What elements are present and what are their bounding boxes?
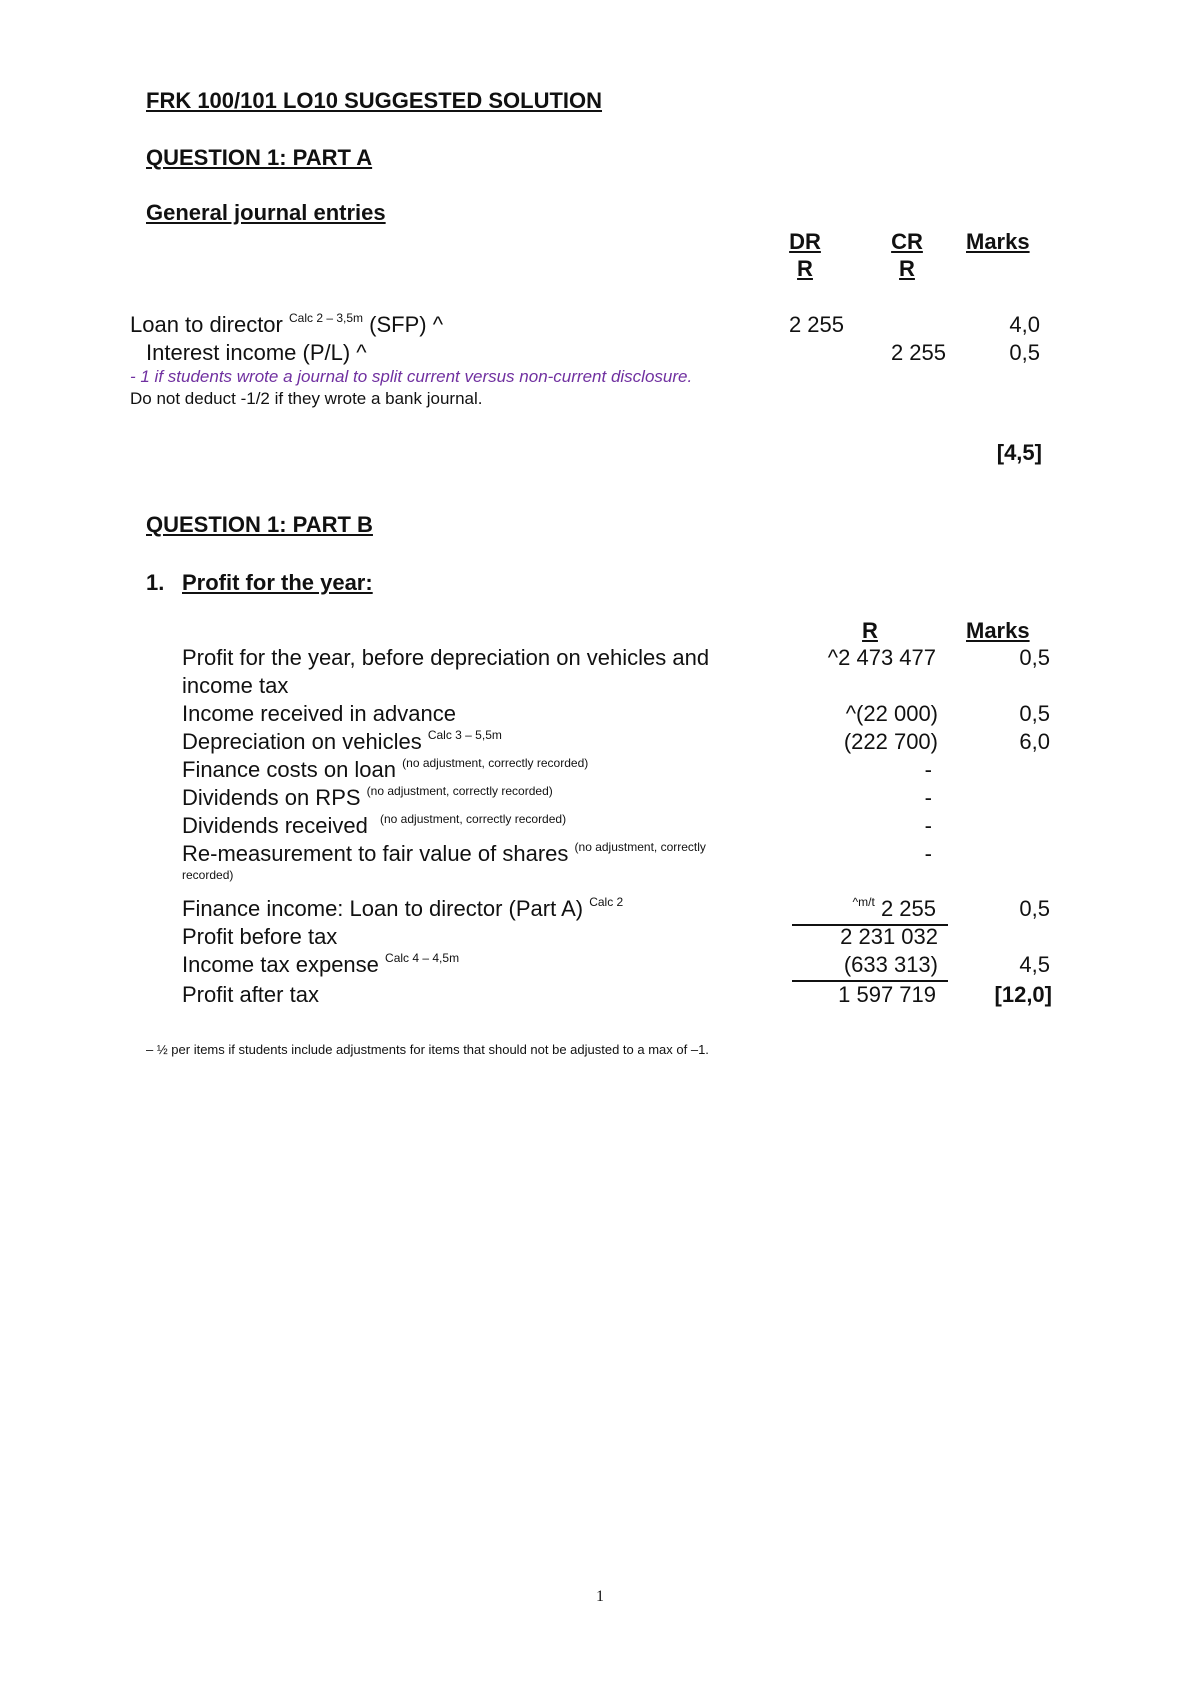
marking-note: Do not deduct -1/2 if they wrote a bank journal. [130,389,483,408]
entry-dr-amount: 2 255 [788,312,844,337]
r-header: R [862,618,878,643]
entry-suffix: (SFP) ^ [369,312,444,337]
profit-row-marks: 0,5 [1019,645,1050,670]
row-note: (no adjustment, correctly recorded) [402,756,589,770]
profit-row-amount: ^2 473 477 [827,645,936,670]
part-a-heading: QUESTION 1: PART A [146,145,373,170]
profit-row-amount: - [924,813,932,838]
profit-row-label-cont: income tax [182,673,289,698]
profit-row-marks: 6,0 [1019,729,1050,754]
section-title: Profit for the year: [182,570,373,595]
dr-header: DR [789,229,821,254]
row-calc-ref: Calc 3 – 5,5m [427,728,502,742]
row-note: (no adjustment, correctly recorded) [380,812,567,826]
journal-entry-debit [130,312,443,338]
profit-row-amount: - [924,785,932,810]
page-number: 1 [596,1588,604,1605]
profit-row-amount: (222 700) [843,729,938,754]
entry-label: Loan to director [130,312,283,337]
profit-row-marks: 0,5 [1019,701,1050,726]
profit-row-marks: 0,5 [1019,896,1050,921]
marks-header: Marks [966,229,1030,254]
cr-header: CR [891,229,923,254]
profit-row-amount: (633 313) [843,952,938,977]
cr-unit: R [899,256,915,281]
profit-row-label [182,729,502,755]
profit-row-amount: - [924,841,932,866]
profit-row-label [182,757,588,783]
row-text: Finance income: Loan to director (Part A) [182,896,584,921]
profit-row-label [182,841,706,867]
profit-row-label [182,813,566,839]
marking-note-purple: - 1 if students wrote a journal to split current versus non-current disclosure. [130,367,693,386]
journal-entry-credit: Interest income (P/L) ^ [146,340,367,365]
profit-row-marks: 4,5 [1019,952,1050,977]
part-a-total: [4,5] [996,440,1042,465]
journal-subheading: General journal entries [146,200,386,225]
profit-row-note-cont: recorded) [182,868,234,882]
profit-row-amount: - [924,757,932,782]
document-title: FRK 100/101 LO10 SUGGESTED SOLUTION [146,88,603,113]
profit-row-label: Profit before tax [182,924,338,949]
footnote: – ½ per items if students include adjustments for items that should not be adjusted to a max of –1. [146,1042,709,1057]
row-text: Dividends on RPS [182,785,361,810]
row-text: Depreciation on vehicles [182,729,422,754]
profit-row-label: Profit for the year, before depreciation on vehicles and [182,645,710,670]
entry-calc-ref: Calc 2 – 3,5m [289,311,364,325]
amount-prefix: ^m/t [852,895,875,909]
row-calc-ref: Calc 4 – 4,5m [385,951,460,965]
entry-marks: 4,0 [1009,312,1040,337]
entry-marks: 0,5 [1009,340,1040,365]
part-b-total: [12,0] [994,982,1052,1007]
row-text: Dividends received [182,813,368,838]
part-b-heading: QUESTION 1: PART B [146,512,373,537]
profit-row-label [182,896,623,922]
profit-row-label [182,952,459,978]
row-note: (no adjustment, correctly recorded) [366,784,553,798]
profit-row-amount: 1 597 719 [838,982,936,1007]
profit-row-label: Income received in advance [182,701,456,726]
row-note: (no adjustment, correctly [574,840,706,854]
marks-header: Marks [966,618,1030,643]
entry-cr-amount: 2 255 [890,340,946,365]
amount-value: 2 255 [880,896,936,921]
row-text: Re-measurement to fair value of shares [182,841,569,866]
profit-row-label: Profit after tax [182,982,319,1007]
row-text: Finance costs on loan [182,757,397,782]
row-text: Income tax expense [182,952,379,977]
dr-unit: R [797,256,813,281]
profit-row-label [182,785,553,811]
row-calc-ref: Calc 2 [589,895,624,909]
profit-row-amount: 2 231 032 [840,924,938,949]
profit-row-amount: ^(22 000) [845,701,938,726]
profit-row-amount [760,896,936,922]
section-number: 1. [146,570,165,595]
